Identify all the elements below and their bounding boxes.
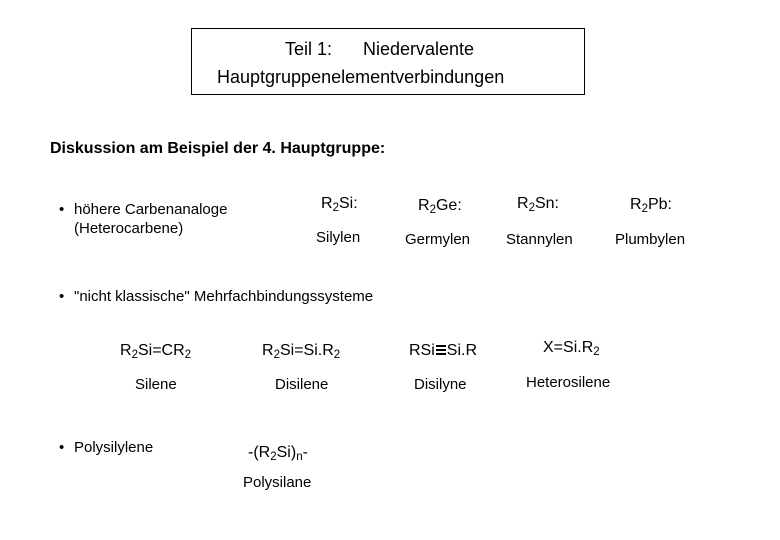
formula-heterosilene: $X=Si.R_2$ bbox=[543, 339, 600, 358]
name-silylen: Silylen bbox=[316, 229, 361, 246]
section-heading: Diskussion am Beispiel der 4. Hauptgruppe: bbox=[50, 140, 386, 157]
formula-polysilane: $-(R_2Si)_n-$ bbox=[248, 444, 308, 463]
bullet-dot: • bbox=[59, 439, 65, 456]
formula-silene: $R_2Si=CR_2$ bbox=[120, 342, 192, 361]
formula-r2ge: $R_2Ge$: bbox=[418, 197, 462, 216]
formula-disilene: $R_2Si=Si.R_2$ bbox=[262, 342, 341, 361]
carbene-analog-label: höhere Carbenanaloge bbox=[74, 201, 228, 218]
name-polysilane: Polysilane bbox=[243, 474, 312, 491]
title-part: Teil 1: bbox=[285, 39, 333, 59]
name-germylen: Germylen bbox=[405, 231, 471, 248]
heterocarbene-label: (Heterocarbene) bbox=[74, 220, 184, 237]
formula-r2pb: $R_2Pb$: bbox=[630, 196, 672, 215]
name-silene: Silene bbox=[135, 376, 177, 393]
polysilylene-label: Polysilylene bbox=[74, 439, 154, 456]
formula-r2si: $R_2Si$: bbox=[321, 195, 358, 214]
multiple-bond-label: "nicht klassische" Mehrfachbindungssysteme bbox=[74, 288, 374, 305]
name-heterosilene: Heterosilene bbox=[526, 374, 611, 391]
title-line2: Hauptgruppenelementverbindungen bbox=[217, 67, 505, 87]
formula-disilyne: RSi Si.R bbox=[409, 342, 478, 359]
name-disilene: Disilene bbox=[275, 376, 329, 393]
formula-r2sn: $R_2Sn$: bbox=[517, 195, 559, 214]
triple-bond-icon bbox=[436, 345, 446, 355]
name-disilyne: Disilyne bbox=[414, 376, 467, 393]
name-stannylen: Stannylen bbox=[506, 231, 573, 248]
bullet-dot: • bbox=[59, 201, 65, 218]
name-plumbylen: Plumbylen bbox=[615, 231, 686, 248]
bullet-dot: • bbox=[59, 288, 65, 305]
title-subject: Niedervalente bbox=[363, 39, 475, 59]
